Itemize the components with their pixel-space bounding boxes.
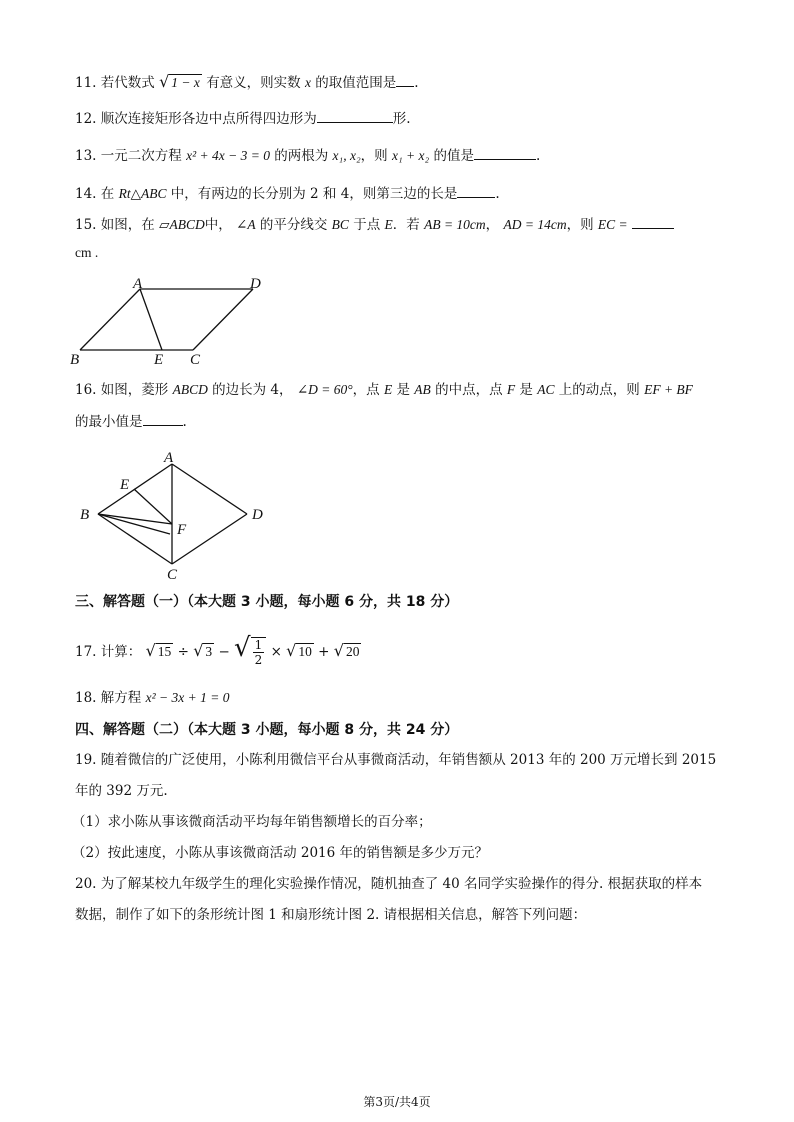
segment-b-ac: [98, 514, 170, 534]
segment-bc: [98, 514, 172, 564]
segment-ae: [140, 289, 162, 350]
fraction: $\frac{1}{2}$: [254, 638, 263, 667]
segment-da: [172, 464, 247, 514]
segment-bf: [98, 514, 172, 524]
question-15-unit: cm .: [75, 245, 99, 260]
label-c: C: [167, 567, 178, 582]
section-heading-4: 四、解答题（二）（本大题 3 小题，每小题 8 分，共 24 分）: [75, 722, 459, 738]
label-d: D: [250, 276, 261, 292]
question-17: 17. 计算： √ 15 ÷ √ 3 − √ $\frac{1}{2}$ × √ 10 + √ 20: [75, 633, 360, 667]
question-20-line1: 20. 为了解某校九年级学生的理化实验操作情况，随机抽查了 40 名同学实验操作的得分. 根据获取的样本: [75, 876, 703, 892]
question-11: 11. 若代数式 √ 1 − x 有意义，则实数 x 的取值范围是 .: [75, 72, 419, 91]
question-19-line2: 年的 392 万元.: [75, 783, 168, 799]
question-16: 16. 如图，菱形 ABCD 的边长为 4， ∠D = 60°，点 E 是 AB 的中点，点 F 是 AC 上的动点，则 EF + BF: [75, 382, 693, 398]
radical-expression: 1 − x: [171, 75, 200, 90]
question-15: 15. 如图，在 ▱ABCD中， ∠A 的平分线交 BC 于点 E．若 AB = 10cm， AD = 14cm，则 EC =: [75, 214, 674, 235]
question-20-line2: 数据，制作了如下的条形统计图 1 和扇形统计图 2. 请根据相关信息，解答下列问题：: [75, 907, 587, 923]
question-18: 18. 解方程 x² − 3x + 1 = 0: [75, 690, 230, 706]
page-footer: 第3页/共4页: [363, 1095, 431, 1109]
label-f: F: [177, 522, 187, 538]
label-b: B: [80, 507, 90, 523]
label-a: A: [164, 450, 174, 466]
figure-parallelogram: [68, 272, 278, 368]
figure-rhombus: [70, 448, 280, 582]
segment-ab: [80, 289, 140, 350]
label-d: D: [252, 507, 263, 523]
label-a: A: [133, 276, 143, 292]
segment-ef: [134, 489, 172, 524]
question-14: 14. 在 Rt△ABC 中，有两边的长分别为 2 和 4，则第三边的长是 .: [75, 183, 500, 204]
question-13: 13. 一元二次方程 x² + 4x − 3 = 0 的两根为 x₁, x₂，则 x₁ + x₂ 的值是 .: [75, 145, 540, 166]
question-12: 12. 顺次连接矩形各边中点所得四边形为 形.: [75, 108, 411, 129]
segment-ab: [98, 464, 172, 514]
equation: x² + 4x − 3 = 0: [186, 148, 270, 163]
answer-blank: [474, 145, 536, 160]
equation: x² − 3x + 1 = 0: [145, 690, 230, 705]
question-16-line2: 的最小值是 .: [75, 411, 187, 432]
answer-blank: [632, 214, 674, 229]
segment-dc: [193, 289, 253, 350]
section-heading-3: 三、解答题（一）（本大题 3 小题，每小题 6 分，共 18 分）: [75, 594, 459, 610]
label-e: E: [154, 352, 164, 368]
answer-blank: [457, 183, 495, 198]
question-19-part1: （1）求小陈从事该微商活动平均每年销售额增长的百分率；: [72, 814, 432, 830]
answer-blank: [396, 72, 414, 87]
label-c: C: [190, 352, 201, 368]
label-e: E: [120, 477, 130, 493]
question-19-part2: （2）按此速度，小陈从事该微商活动 2016 年的销售额是多少万元？: [72, 845, 489, 861]
answer-blank: [143, 411, 183, 426]
question-19-line1: 19. 随着微信的广泛使用，小陈利用微信平台从事微商活动，年销售额从 2013 年的 200 万元增长到 2015: [75, 752, 717, 768]
label-b: B: [70, 352, 80, 368]
answer-blank: [317, 108, 393, 123]
